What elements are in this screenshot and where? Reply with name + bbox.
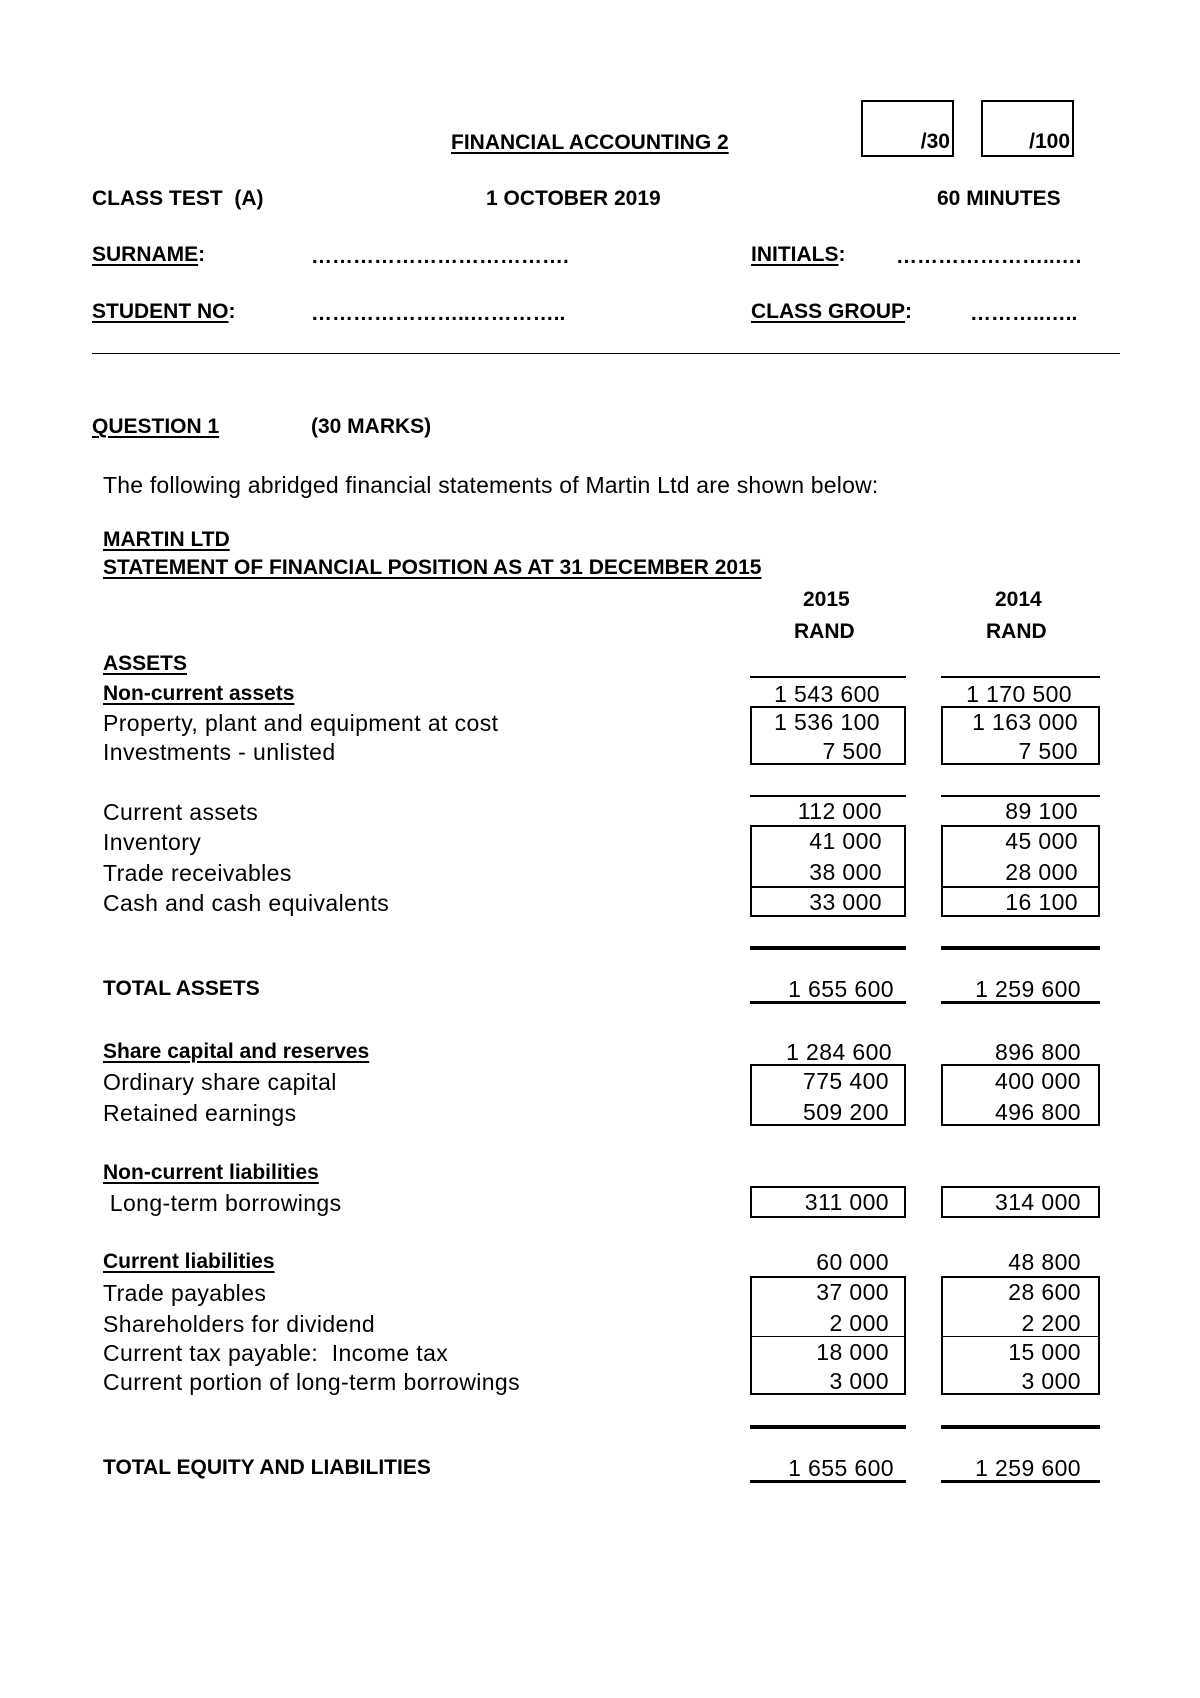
value-2014-total-equity-liabilities: 1 259 600	[975, 1455, 1081, 1481]
rule-2015-nca-top	[750, 676, 906, 678]
row-label-ordinary-share-capital: Ordinary share capital	[103, 1069, 337, 1095]
value-2015-ppe: 1 536 100	[774, 709, 880, 735]
rule-2015-ta-top	[750, 946, 906, 950]
row-label-retained-earnings: Retained earnings	[103, 1100, 297, 1126]
row-label-trade-receivables: Trade receivables	[103, 860, 292, 886]
rule-2015-ca-top	[750, 795, 906, 797]
test-name: CLASS TEST (A)	[92, 187, 264, 210]
value-2015-share-capital-reserves: 1 284 600	[786, 1039, 892, 1065]
value-2014-current-tax: 15 000	[1008, 1339, 1081, 1365]
row-label-long-term-borrowings: Long-term borrowings	[103, 1190, 342, 1216]
value-2014-investments: 7 500	[1018, 738, 1078, 764]
row-label-current-portion-ltb: Current portion of long-term borrowings	[103, 1369, 520, 1395]
row-label-ppe: Property, plant and equipment at cost	[103, 710, 499, 736]
rule-2014-nca-top	[941, 676, 1100, 678]
sep-2015-cash	[750, 886, 906, 888]
col-year-2015: 2015	[803, 588, 850, 611]
score-30-label: /30	[920, 130, 950, 153]
company-name: MARTIN LTD	[103, 528, 230, 551]
value-2014-trade-receivables: 28 000	[1005, 859, 1078, 885]
rule-2014-ta-top	[941, 946, 1100, 950]
row-label-cash: Cash and cash equivalents	[103, 890, 390, 916]
value-2014-ordinary-share-capital: 400 000	[995, 1068, 1081, 1094]
value-2014-inventory: 45 000	[1005, 828, 1078, 854]
row-label-current-tax: Current tax payable: Income tax	[103, 1340, 449, 1366]
value-2014-ppe: 1 163 000	[972, 709, 1078, 735]
col-year-2014: 2014	[995, 588, 1042, 611]
question-marks: (30 MARKS)	[311, 415, 432, 438]
course-title: FINANCIAL ACCOUNTING 2	[451, 131, 729, 154]
student-no-label: STUDENT NO:	[92, 300, 236, 323]
value-2014-current-assets: 89 100	[1005, 798, 1078, 824]
value-2015-total-equity-liabilities: 1 655 600	[788, 1455, 894, 1481]
value-2015-current-liabilities: 60 000	[816, 1249, 889, 1275]
value-2014-non-current-assets: 1 170 500	[966, 681, 1072, 707]
value-2015-current-assets: 112 000	[797, 798, 882, 824]
value-2015-cash: 33 000	[809, 889, 882, 915]
value-2014-total-assets: 1 259 600	[975, 976, 1081, 1002]
value-2015-current-portion-ltb: 3 000	[829, 1368, 889, 1394]
surname-field[interactable]: ……………………………….	[311, 245, 569, 268]
question-intro: The following abridged financial statements of Martin Ltd are shown below:	[103, 472, 879, 498]
value-2014-current-portion-ltb: 3 000	[1021, 1368, 1081, 1394]
score-box-100[interactable]	[981, 100, 1074, 157]
row-label-current-liabilities: Current liabilities	[103, 1250, 275, 1273]
row-label-non-current-assets: Non-current assets	[103, 682, 295, 705]
value-2015-retained-earnings: 509 200	[803, 1099, 889, 1125]
value-2015-trade-receivables: 38 000	[809, 859, 882, 885]
statement-title: STATEMENT OF FINANCIAL POSITION AS AT 31 DECEMBER 2015	[103, 556, 762, 579]
value-2015-current-tax: 18 000	[816, 1339, 889, 1365]
value-2015-inventory: 41 000	[809, 828, 882, 854]
initials-label: INITIALS:	[751, 243, 846, 266]
initials-field[interactable]: …………………..….	[896, 245, 1082, 268]
class-group-field[interactable]: ………..…..	[970, 302, 1078, 325]
value-2014-shareholders-dividend: 2 200	[1021, 1310, 1081, 1336]
value-2015-investments: 7 500	[822, 738, 882, 764]
row-label-total-equity-liabilities: TOTAL EQUITY AND LIABILITIES	[103, 1456, 431, 1479]
row-label-trade-payables: Trade payables	[103, 1280, 267, 1306]
assets-heading: ASSETS	[103, 652, 188, 675]
row-label-current-assets: Current assets	[103, 799, 259, 825]
row-label-total-assets: TOTAL ASSETS	[103, 977, 260, 1000]
test-date: 1 OCTOBER 2019	[486, 187, 661, 210]
score-100-label: /100	[1029, 130, 1070, 153]
value-2015-long-term-borrowings: 311 000	[804, 1189, 889, 1215]
row-label-share-capital-reserves: Share capital and reserves	[103, 1040, 370, 1063]
header-divider	[92, 353, 1120, 354]
col-currency-2015: RAND	[794, 620, 855, 643]
class-group-label: CLASS GROUP:	[751, 300, 913, 323]
test-duration: 60 MINUTES	[937, 187, 1061, 210]
student-no-field[interactable]: …………………..…………..	[311, 302, 566, 325]
value-2014-retained-earnings: 496 800	[995, 1099, 1081, 1125]
value-2015-non-current-assets: 1 543 600	[774, 681, 880, 707]
value-2015-ordinary-share-capital: 775 400	[803, 1068, 889, 1094]
rule-2014-ca-top	[941, 795, 1100, 797]
rule-2015-tel-top	[750, 1425, 906, 1429]
value-2015-trade-payables: 37 000	[816, 1279, 889, 1305]
row-label-shareholders-dividend: Shareholders for dividend	[103, 1311, 376, 1337]
value-2014-current-liabilities: 48 800	[1008, 1249, 1081, 1275]
surname-label: SURNAME:	[92, 243, 206, 266]
col-currency-2014: RAND	[986, 620, 1047, 643]
row-label-investments: Investments - unlisted	[103, 739, 336, 765]
row-label-non-current-liabilities: Non-current liabilities	[103, 1161, 319, 1184]
question-label: QUESTION 1	[92, 415, 220, 438]
value-2014-long-term-borrowings: 314 000	[995, 1189, 1081, 1215]
value-2015-total-assets: 1 655 600	[788, 976, 894, 1002]
rule-2014-tel-top	[941, 1425, 1100, 1429]
value-2014-cash: 16 100	[1005, 889, 1078, 915]
score-box-30[interactable]	[861, 100, 954, 157]
sep-2014-cash	[941, 886, 1100, 888]
value-2014-trade-payables: 28 600	[1008, 1279, 1081, 1305]
value-2014-share-capital-reserves: 896 800	[995, 1039, 1081, 1065]
row-label-inventory: Inventory	[103, 829, 202, 855]
value-2015-shareholders-dividend: 2 000	[829, 1310, 889, 1336]
